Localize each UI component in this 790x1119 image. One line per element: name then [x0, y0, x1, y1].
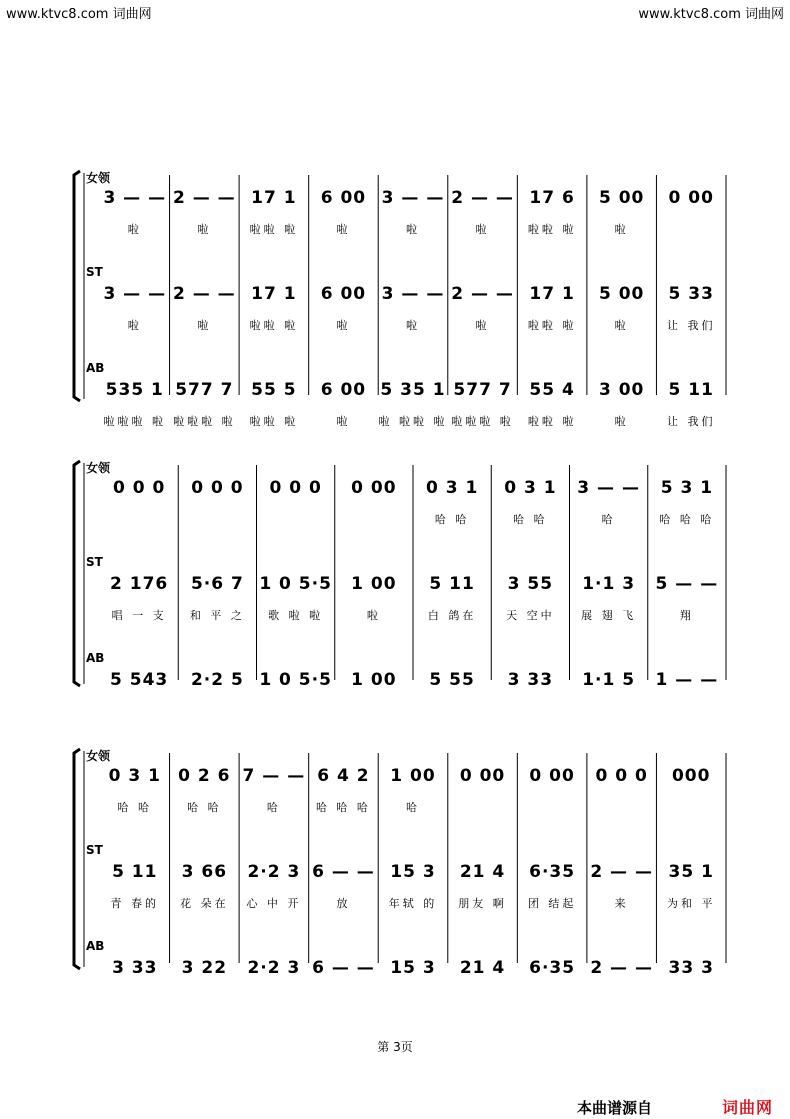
measure-notes: 2 — —	[590, 958, 653, 978]
measure-notes: 5 3 1	[660, 478, 714, 498]
measure-lyrics: 啦	[614, 223, 629, 236]
measure-notes: 3 22	[181, 958, 228, 978]
measure-notes: 5·6 7	[190, 574, 244, 594]
measure-lyrics	[491, 703, 569, 721]
measure-notes: 1 0 5·5	[259, 670, 332, 690]
measure-notes: 15 3	[390, 958, 436, 978]
measure-notes: 3 — —	[381, 188, 445, 208]
measure-lyrics: 啦	[475, 223, 490, 236]
measure-notes: 0 00	[529, 766, 575, 786]
measure-lyrics: 白 鸽在	[427, 609, 477, 622]
measure-notes: 6·35	[529, 862, 576, 882]
measure-notes: 577 7	[175, 380, 234, 400]
measure-lyrics	[100, 991, 170, 1009]
lyric-row	[100, 221, 726, 239]
measure-lyrics	[378, 991, 448, 1009]
system-bracket	[74, 749, 80, 969]
measure-notes: 0 00	[668, 188, 714, 208]
voice-label: 女领	[86, 171, 111, 185]
measure-notes: 0 00	[351, 478, 397, 498]
measure-lyrics: 年轼 的	[388, 897, 438, 910]
measure-lyrics	[648, 703, 726, 721]
measure-lyrics	[413, 703, 491, 721]
measure-notes: 15 3	[390, 862, 436, 882]
voice-label: 女领	[86, 749, 111, 763]
measure-notes: 5 543	[110, 670, 169, 690]
measure-lyrics: 天 空中	[506, 609, 555, 622]
measure-notes: 17 1	[529, 284, 575, 304]
measure-lyrics	[257, 703, 335, 721]
measure-lyrics: 啦 啦啦 啦	[378, 415, 448, 428]
measure-lyrics: 啦	[366, 609, 381, 622]
measure-notes: 1 — —	[655, 670, 719, 690]
measure-lyrics: 啦	[197, 223, 212, 236]
measure-notes: 6 00	[320, 188, 367, 208]
measure-lyrics: 啦	[336, 223, 351, 236]
measure-notes: 0 00	[459, 766, 506, 786]
measure-lyrics: 啦	[475, 319, 490, 332]
measure-notes: 55 4	[529, 380, 575, 400]
header-site-right: www.ktvc8.com 词曲网	[638, 7, 784, 22]
measure-notes: 5 35 1	[380, 380, 446, 400]
voice-label: AB	[86, 939, 105, 953]
measure-lyrics: 为和 平	[666, 897, 716, 910]
measure-lyrics: 啦啦 啦	[249, 319, 299, 332]
measure-notes: 3 33	[112, 958, 158, 978]
measure-lyrics: 啦	[614, 415, 629, 428]
measure-lyrics	[100, 703, 178, 721]
measure-lyrics: 和 平 之	[189, 609, 245, 622]
measure-lyrics: 哈 哈	[434, 513, 470, 526]
measure-lyrics	[587, 991, 657, 1009]
measure-lyrics: 歌 啦 啦	[268, 609, 324, 622]
measure-notes: 3 55	[507, 574, 554, 594]
note-row	[100, 185, 726, 211]
lyric-row	[100, 703, 726, 721]
measure-lyrics	[170, 991, 240, 1009]
measure-lyrics: 啦啦啦 啦	[451, 415, 514, 428]
system-bracket	[74, 461, 80, 686]
measure-notes: 3 — —	[577, 478, 640, 498]
measure-notes: 2·2 3	[247, 862, 301, 882]
measure-lyrics: 来	[614, 897, 629, 910]
measure-lyrics	[587, 799, 657, 817]
voice-label: ST	[86, 555, 103, 569]
measure-lyrics: 啦	[127, 223, 142, 236]
measure-notes: 0 0 0	[595, 766, 648, 786]
measure-notes: 3 33	[507, 670, 554, 690]
measure-notes: 3 00	[598, 380, 645, 400]
measure-notes: 3 — —	[103, 284, 167, 304]
measure-lyrics: 翔	[679, 609, 694, 622]
measure-notes: 5 00	[598, 188, 645, 208]
measure-lyrics	[448, 991, 518, 1009]
page-number: 第 3页	[377, 1040, 413, 1054]
measure-notes: 17 1	[251, 188, 297, 208]
measure-lyrics	[309, 991, 379, 1009]
voice-label: ST	[86, 265, 103, 279]
measure-notes: 6 00	[320, 284, 367, 304]
measure-lyrics: 啦	[336, 415, 351, 428]
source-label: 本曲谱源自	[577, 1099, 653, 1117]
measure-lyrics: 哈 哈	[117, 801, 153, 814]
measure-lyrics: 让 我们	[666, 415, 716, 428]
measure-lyrics: 啦啦 啦	[249, 223, 299, 236]
lyric-row	[100, 799, 726, 817]
measure-notes: 6 — —	[312, 862, 375, 882]
measure-lyrics	[517, 799, 587, 817]
measure-notes: 535 1	[105, 380, 164, 400]
note-row	[100, 377, 726, 403]
measure-notes: 21 4	[459, 958, 506, 978]
measure-lyrics	[656, 799, 726, 817]
measure-lyrics: 哈 哈 哈	[659, 513, 715, 526]
note-row	[100, 475, 726, 501]
measure-lyrics	[517, 991, 587, 1009]
measure-lyrics: 唱 一 支	[111, 609, 167, 622]
measure-notes: 5 11	[112, 862, 158, 882]
measure-notes: 2·2 3	[247, 958, 301, 978]
measure-lyrics	[257, 511, 335, 529]
note-row	[100, 859, 726, 885]
score-system	[0, 165, 790, 428]
measure-lyrics: 哈 哈	[187, 801, 222, 814]
measure-notes: 0 3 1	[108, 766, 161, 786]
measure-notes: 1 00	[351, 574, 397, 594]
measure-notes: 5 55	[429, 670, 475, 690]
measure-lyrics: 哈 哈 哈	[315, 801, 371, 814]
measure-notes: 6 4 2	[317, 766, 370, 786]
lyric-row	[100, 895, 726, 913]
measure-lyrics: 朋友 啊	[458, 897, 507, 910]
measure-notes: 2·2 5	[190, 670, 244, 690]
measure-lyrics	[335, 511, 413, 529]
measure-lyrics: 啦	[336, 319, 351, 332]
measure-lyrics	[448, 799, 518, 817]
measure-notes: 0 0 0	[191, 478, 244, 498]
measure-lyrics: 啦啦 啦	[527, 319, 577, 332]
measure-notes: 17 6	[529, 188, 575, 208]
measure-notes: 2 — —	[172, 188, 236, 208]
measure-lyrics: 展 翅 飞	[581, 609, 637, 622]
site-logo: 词曲网	[722, 1098, 774, 1117]
measure-notes: 1 00	[390, 766, 436, 786]
measure-lyrics	[239, 991, 309, 1009]
measure-lyrics: 啦	[405, 319, 420, 332]
measure-lyrics: 花 朵在	[180, 897, 229, 910]
measure-notes: 5 11	[429, 574, 475, 594]
measure-lyrics	[178, 703, 256, 721]
measure-lyrics	[656, 221, 726, 239]
measure-notes: 1 00	[351, 670, 397, 690]
measure-lyrics: 啦	[127, 319, 142, 332]
score-system	[0, 743, 790, 978]
voice-label: AB	[86, 651, 105, 665]
measure-notes: 0 3 1	[504, 478, 557, 498]
measure-notes: 1·1 5	[582, 670, 636, 690]
measure-notes: 5 11	[668, 380, 714, 400]
measure-lyrics	[100, 511, 178, 529]
measure-notes: 3 — —	[381, 284, 445, 304]
note-row	[100, 955, 726, 981]
lyric-row	[100, 413, 726, 431]
measure-lyrics: 啦	[405, 223, 420, 236]
measure-lyrics: 哈	[601, 513, 616, 526]
measure-notes: 2 — —	[590, 862, 653, 882]
measure-lyrics: 啦啦啦 啦	[103, 415, 167, 428]
lyric-row	[100, 511, 726, 529]
measure-notes: 0 0 0	[269, 478, 322, 498]
measure-lyrics: 啦啦啦 啦	[173, 415, 236, 428]
measure-notes: 5 33	[668, 284, 714, 304]
header-site-left: www.ktvc8.com 词曲网	[6, 7, 152, 22]
measure-notes: 7 — —	[242, 766, 306, 786]
measure-notes: 0 0 0	[112, 478, 166, 498]
measure-lyrics	[335, 703, 413, 721]
measure-notes: 6·35	[529, 958, 576, 978]
voice-label: 女领	[86, 461, 111, 475]
measure-notes: 35 1	[668, 862, 714, 882]
measure-lyrics: 啦啦 啦	[527, 223, 577, 236]
measure-notes: 33 3	[668, 958, 714, 978]
measure-notes: 1 0 5·5	[259, 574, 332, 594]
measure-lyrics: 团 结起	[527, 897, 577, 910]
measure-lyrics: 青 春的	[110, 897, 160, 910]
measure-lyrics: 啦	[614, 319, 629, 332]
measure-lyrics	[656, 991, 726, 1009]
measure-notes: 6 — —	[312, 958, 375, 978]
measure-notes: 2 — —	[451, 188, 514, 208]
measure-notes: 3 — —	[103, 188, 167, 208]
measure-lyrics: 啦啦 啦	[527, 415, 577, 428]
measure-notes: 5 00	[598, 284, 645, 304]
measure-notes: 2 — —	[451, 284, 514, 304]
measure-lyrics	[178, 511, 256, 529]
lyric-row	[100, 991, 726, 1009]
measure-notes: 21 4	[459, 862, 506, 882]
measure-notes: 1·1 3	[582, 574, 636, 594]
note-row	[100, 281, 726, 307]
measure-lyrics: 啦	[197, 319, 212, 332]
lyric-row	[100, 317, 726, 335]
measure-notes: 5 — —	[655, 574, 719, 594]
lyric-row	[100, 607, 726, 625]
measure-lyrics: 放	[336, 897, 351, 910]
measure-lyrics: 哈 哈	[513, 513, 548, 526]
measure-notes: 2 176	[110, 574, 169, 594]
system-bracket	[74, 171, 80, 401]
measure-notes: 55 5	[251, 380, 297, 400]
measure-notes: 2 — —	[172, 284, 236, 304]
note-row	[100, 571, 726, 597]
voice-label: ST	[86, 843, 103, 857]
measure-notes: 6 00	[320, 380, 367, 400]
measure-notes: 000	[671, 766, 711, 786]
note-row	[100, 667, 726, 693]
measure-lyrics: 哈	[405, 801, 420, 814]
measure-notes: 0 3 1	[425, 478, 479, 498]
measure-lyrics: 心 中 开	[246, 897, 302, 910]
measure-notes: 17 1	[251, 284, 297, 304]
measure-notes: 3 66	[181, 862, 228, 882]
score-system	[0, 455, 790, 690]
measure-lyrics: 哈	[266, 801, 281, 814]
measure-lyrics: 让 我们	[666, 319, 716, 332]
voice-label: AB	[86, 361, 105, 375]
measure-notes: 0 2 6	[178, 766, 231, 786]
measure-lyrics: 啦啦 啦	[249, 415, 299, 428]
measure-notes: 577 7	[453, 380, 512, 400]
measure-lyrics	[570, 703, 648, 721]
note-row	[100, 763, 726, 789]
